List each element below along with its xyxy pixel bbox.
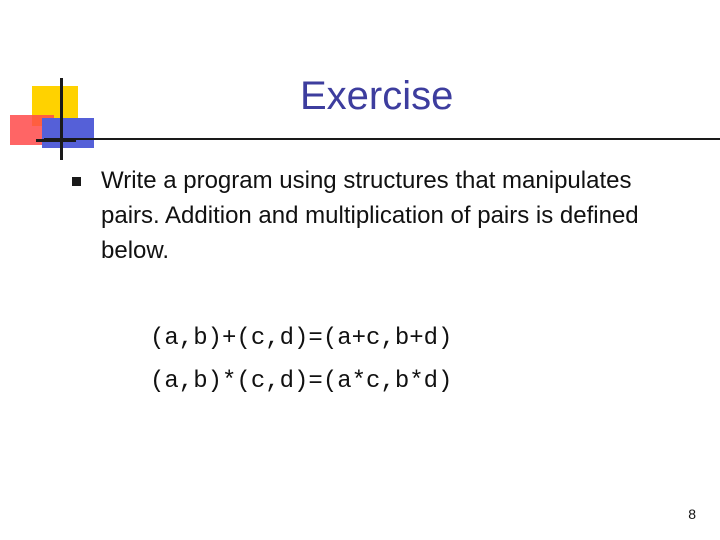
- title-underline: [44, 138, 720, 140]
- code-line-addition: (a,b)+(c,d)=(a+c,b+d): [150, 325, 453, 352]
- logo-blue-square: [42, 118, 94, 148]
- logo-vertical-line: [60, 78, 63, 160]
- code-line-multiplication: (a,b)*(c,d)=(a*c,b*d): [150, 368, 453, 395]
- page-number: 8: [688, 506, 696, 522]
- slide-title: Exercise: [300, 74, 454, 118]
- bullet-square-icon: [72, 177, 81, 186]
- bullet-text: Write a program using structures that manipulates pairs. Addition and multiplication of pairs is defined below.: [101, 167, 639, 264]
